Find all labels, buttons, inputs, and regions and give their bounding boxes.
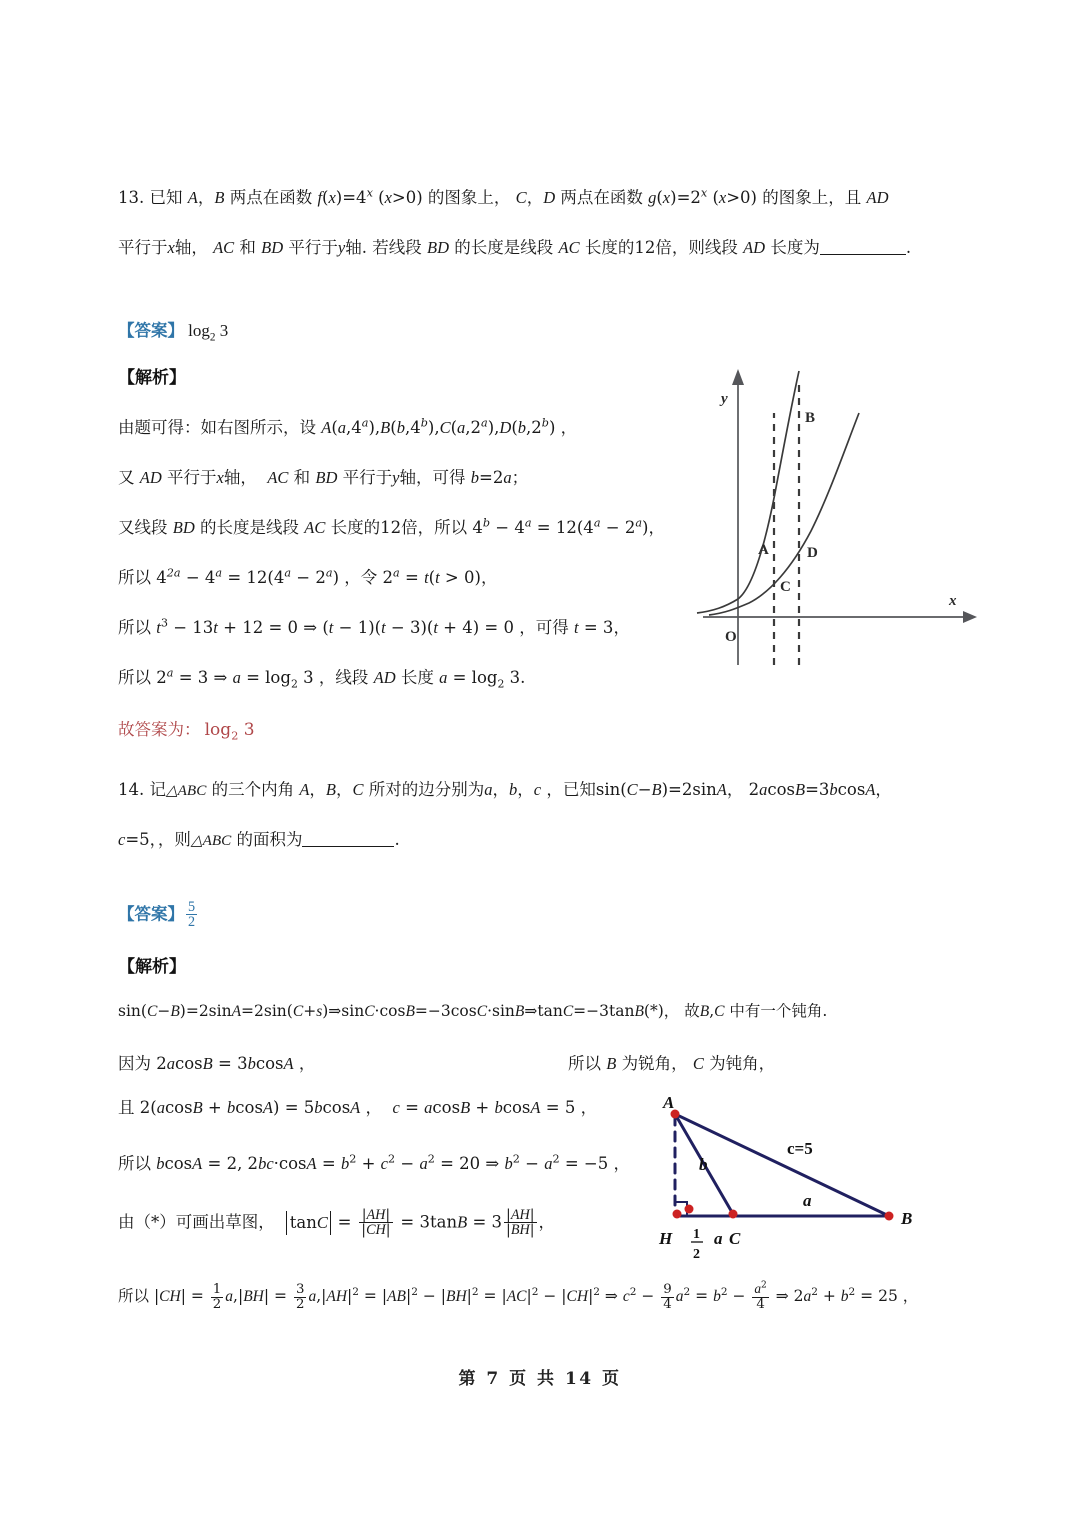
vertex-dot-mid [685,1205,694,1214]
point-label-D: D [807,545,818,561]
origin-label: O [725,629,737,645]
q13-stem-text-c: 的图象上， [427,188,511,207]
half-denominator: 2 [693,1247,700,1262]
side-label-a: a [803,1191,812,1210]
q13-stem-text-a: 已知 [149,188,183,207]
q14-stem-line-2: c=5，，则△ABC 的面积为 . [118,830,400,849]
y-axis-label: y [721,391,728,407]
q13-stem-text-b: 两点在函数 [229,188,313,207]
q13-sol-line-1: 由题可得：如右图所示，设 A(a,4$^a$),B(b,4$^b$),C(a,2$^a$),D(b,2$^b$) ， [118,416,578,437]
q13-solution-label: 【解析】 [118,368,186,388]
q14-sol-line-5: 由（*）可画出草图， tanC = $\frac{|AH|}{|CH|}$ = 3tanB = 3 $\frac{|AH|}{|BH|}$ ， [118,1207,556,1239]
half-a-var: a [714,1229,723,1248]
q13-stem-line-2: 平行于x轴， AC 和 BD 平行于y轴. 若线段 BD 的长度是线段 AC 长度的12倍，则线段 AD 长度为 . [118,238,912,257]
half-numerator: 1 [693,1227,700,1242]
vertex-label-B: B [901,1209,913,1228]
point-label-B: B [805,410,816,426]
q13-sol-line-5: 所以 $t^3 - 13t + 12 = 0$ ⇒ (t − 1)(t − 3)(t + 4) = 0 ，可得 t = 3， [118,616,630,637]
q13-sol-line-6: 所以 $2^a = 3$ ⇒ $a = \log_2 3$ ，线段 AD 长度 $a = \log_2 3$. [118,666,526,691]
q14-solution-label: 【解析】 [118,957,186,977]
q14-answer-label: 【答案】 [118,904,184,924]
q13-final-value: $\log_2 3$ [204,720,255,743]
vertex-dot-C [729,1210,738,1219]
q14-answer-row [118,900,199,930]
q14-stem-line-1: 14. 记△ABC 的三个内角 A，B，C 所对的边分别为a，b，c ，已知sin(C−B)=2sinA， 2acosB=3bcosA， [118,780,892,799]
q13-number: 13. [118,188,145,207]
vertex-dot-B [885,1212,894,1221]
point-label-C: C [780,579,791,595]
q13-answer-blank [820,238,906,256]
page-footer: 第 7 页 共 14 页 [458,1369,622,1389]
q14-figure-triangle-sketch [635,1092,925,1267]
q13-sol-line-2: 又 AD 平行于x轴， AC 和 BD 平行于y轴，可得 b=2a； [118,468,529,487]
q14-answer-blank [302,830,394,848]
side-label-b: b [699,1155,708,1174]
side-label-c: c=5 [787,1139,813,1158]
q13-stem-text-e: 的图象上，且 [762,188,862,207]
q14-sol-1-tail: 故B,C 中有一个钝角. [684,1002,828,1020]
q14-sol-line-1: sin(C−B)=2sinA=2sin(C+s)⇒sinC·cosB=−3cosC·sinB⇒tanC=−3tanB(*)， 故B,C 中有一个钝角. [118,1002,828,1020]
tanC-fraction: $\frac{|AH|}{|CH|}$ [359,1208,393,1238]
q13-sol-line-3: 又线段 BD 的长度是线段 AC 长度的12倍，所以 $4^b - 4^a = 12(4^a - 2^a)$， [118,516,665,537]
q13-answer-label: 【答案】 [118,321,184,340]
q14-sol-line-3: 且 2(acosB + bcosA) = 5bcosA ， c = acosB + bcosA = 5 ， [118,1098,598,1117]
q13-stem-text-f: 平行于 [118,238,168,257]
q14-sol-line-4: 所以 bcosA = 2, $2bc\cdot\cos A = b^2 + c^2 - a^2 = 20$ ⇒ $b^2 - a^2 = -5$ ， [118,1152,630,1173]
q13-final-label: 故答案为： [118,720,201,739]
q14-sol-line-6: 所以 |CH| = $\frac{1}{2}$ a,|BH| = $\frac{3}{2}$ $a,|AH|^2 = |AB|^2 - |BH|^2 = |AC|^2 - |CH|^2$ ⇒ $c^2$ − $\frac{9}{4}$ $a^2 = b^2$ − $\frac{a^2}{4}$ ⇒ $2a^2 + b^2 = 25$ ， [118,1280,919,1312]
q13-sol-line-4: 所以 $4^{2a} - 4^a = 12(4^a - 2^a)$ ，令 $2^a = t(t > 0)$， [118,566,498,587]
vertex-label-C: C [729,1229,741,1248]
vertex-label-H: H [659,1229,673,1248]
y-axis-arrow [732,369,744,385]
q14-answer-fraction: $\frac{5}{2}$ [188,899,196,931]
q13-final-answer-row [118,718,255,744]
q14-number: 14. [118,780,145,799]
q13-answer-value: $\log_2 3$ [188,321,229,344]
q13-stem-text-d: 两点在函数 [560,188,643,207]
q13-figure-exponential-graph [695,365,980,675]
vertex-dot-H [673,1210,682,1219]
q14-sol-line-2-left: 因为 2acosB = 3bcosA ， [118,1054,316,1073]
vertex-label-A: A [663,1093,675,1112]
q13-stem-line-1: 13. 已知 A，B 两点在函数 $f(x)=4^x$ (x>0) 的图象上， C，D 两点在函数 $g(x)=2^x$ (x>0) 的图象上，且 AD [118,186,889,207]
tanB-fraction: $\frac{|AH|}{|BH|}$ [506,1207,535,1239]
x-axis-label: x [949,593,957,609]
q14-sol-line-2-right: 所以 B 为锐角， C 为钝角， [568,1054,776,1073]
q13-answer-row [118,318,228,344]
point-label-A: A [758,542,769,558]
x-axis-arrow [963,611,977,623]
